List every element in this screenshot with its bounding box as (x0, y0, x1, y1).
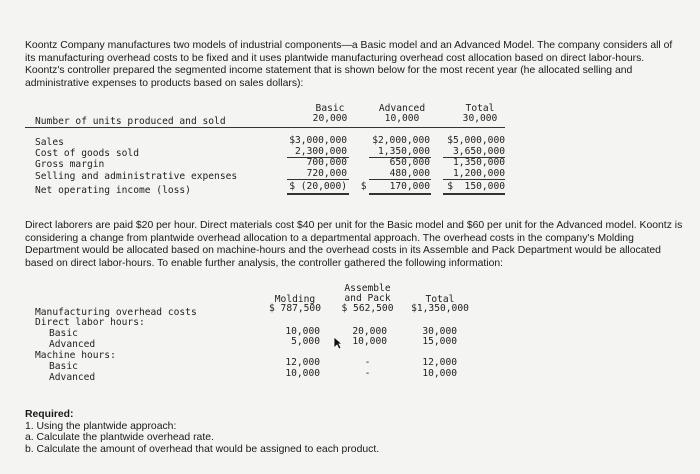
cell: $ (20,000) (289, 181, 347, 192)
cell: $2,000,000 (372, 135, 430, 146)
double-underline (369, 193, 431, 195)
double-underline (443, 193, 505, 195)
direct-labor-label: Direct labor hours: (35, 317, 145, 328)
row-label: Selling and administrative expenses (35, 171, 238, 182)
row-label: Advanced (49, 339, 96, 350)
cell: 10,000 (285, 368, 320, 379)
cell: - (364, 368, 371, 379)
net-income-label: Net operating income (loss) (35, 185, 191, 196)
cursor-icon (333, 336, 343, 350)
row-label: Gross margin (35, 159, 105, 170)
cell: 700,000 (306, 157, 347, 168)
cell: 15,000 (422, 336, 457, 347)
cell: $ 562,500 (341, 303, 394, 314)
middle-paragraph: Direct laborers are paid $20 per hour. Direct materials cost $40 per unit for the Basic model and $60 per unit for the Advanced model. Koontz is considering a change from plantwide overhead allocation to a departmental approach. The overhead costs in the company's Molding Department would be allocated based on machine-hours and the overhead costs in its Assemble and Pack Department would be allocated based on direct labor-hours. To enable further analysis, the controller gathered the following information: (25, 220, 683, 269)
required-title: Required: (25, 409, 74, 420)
cell: 650,000 (389, 157, 430, 168)
row-label: Basic (49, 361, 78, 372)
overhead-label: Manufacturing overhead costs (35, 307, 197, 318)
units-basic: 20,000 (312, 113, 348, 124)
units-advanced: 10,000 (384, 113, 420, 124)
double-underline (287, 193, 349, 195)
required-line: a. Calculate the plantwide overhead rate. (25, 432, 214, 444)
cell: 10,000 (285, 326, 320, 337)
header-assemble-pack: Assemble and Pack (344, 283, 391, 304)
cell: $5,000,000 (447, 135, 505, 146)
cell: 30,000 (422, 326, 457, 337)
cell: 12,000 (285, 357, 320, 368)
machine-hours-label: Machine hours: (35, 350, 116, 361)
divider (25, 127, 505, 128)
cell: 5,000 (291, 336, 320, 347)
cell: 20,000 (352, 326, 387, 337)
divider (369, 179, 431, 180)
intro-paragraph: Koontz Company manufactures two models of industrial components—a Basic model and an Advanced Model. The company considers all of its manufacturing overhead costs to be fixed and it uses plantwide manufacturing overhead cost allocation based on direct labor-hours. Koontz's controller prepared the segmented income statement that is shown below for the most recent year (he allocated selling and administrative expenses to products based on sales dollars): (25, 40, 673, 89)
required-line: 1. Using the plantwide approach: (25, 420, 177, 432)
row-label: Sales (35, 137, 64, 148)
cell: 12,000 (422, 357, 457, 368)
cell: 2,300,000 (295, 146, 347, 157)
cell: $ 150,000 (447, 181, 505, 192)
cell: 1,350,000 (378, 146, 430, 157)
header-basic: Basic (315, 103, 345, 114)
cell: 10,000 (352, 336, 387, 347)
cell: 10,000 (422, 368, 457, 379)
header-total: Total (465, 103, 495, 114)
department-table (25, 280, 469, 385)
cell: 480,000 (389, 168, 430, 179)
row-label: Advanced (49, 372, 96, 383)
cell: 3,650,000 (453, 146, 505, 157)
units-total: 30,000 (462, 113, 498, 124)
row-label: Basic (49, 328, 78, 339)
units-label: Number of units produced and sold (35, 116, 226, 127)
header-total: Total (425, 294, 455, 305)
required-line: b. Calculate the amount of overhead that would be assigned to each product. (25, 443, 380, 455)
income-statement-table (25, 101, 505, 197)
cell: - (364, 357, 371, 368)
cell: $ 787,500 (269, 303, 321, 314)
header-advanced: Advanced (378, 103, 426, 114)
cell: 1,350,000 (453, 157, 505, 168)
cell: $3,000,000 (289, 135, 347, 146)
divider (287, 179, 349, 180)
cell: 720,000 (306, 168, 347, 179)
cell: 1,200,000 (453, 168, 505, 179)
header-molding: Molding (274, 294, 316, 305)
cell: $ 170,000 (360, 181, 430, 192)
divider (443, 179, 505, 180)
row-label: Cost of goods sold (35, 148, 139, 159)
required-section (25, 409, 685, 455)
cell: $1,350,000 (411, 303, 469, 314)
